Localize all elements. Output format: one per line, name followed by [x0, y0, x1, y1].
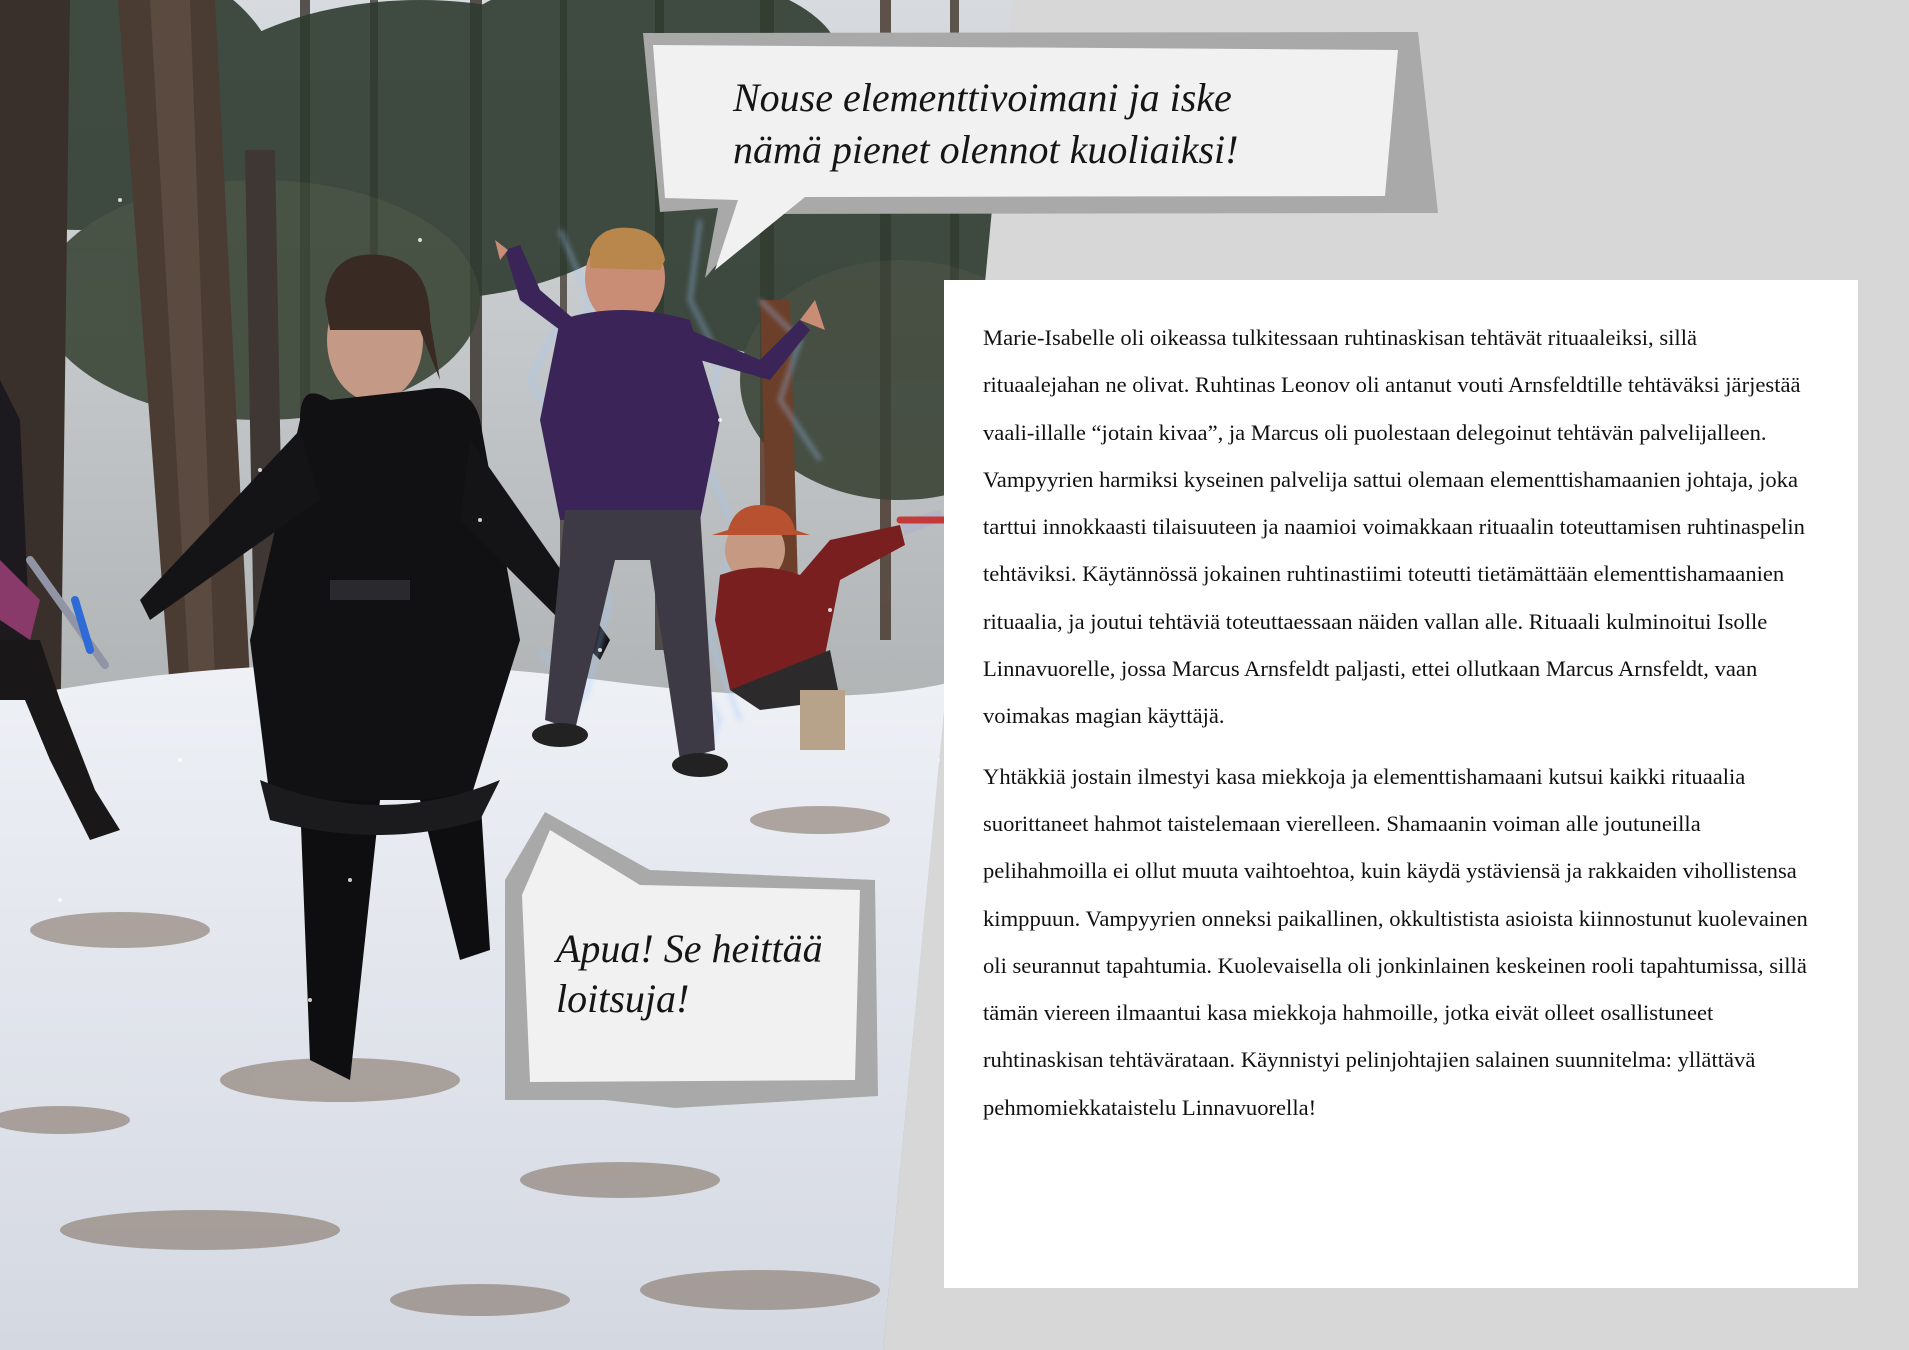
- story-paragraph-2: Yhtäkkiä jostain ilmestyi kasa miekkoja ja elementtishamaani kutsui kaikki rituaalia suorittaneet hahmot taistelemaan vierelleen. Shamaanin voiman alle joutuneilla pelihahmoilla ei ollut muuta vaihtoehtoa, kuin käydä ystäviensä ja rakkaiden vihollistensa kimppuun. Vampyyrien onneksi paikallinen, okkultistista asioista kiinnostunut kuolevainen oli seurannut tapahtumia. Kuolevaisella oli jonkinlainen keskeinen rooli tapahtumissa, sillä tämän viereen ilmaantui kasa miekkoja hahmoille, jotka eivät olleet osallistuneet ruhtinaskisan tehtävärataan. Käynnistyi pelinjohtajien salainen suunnitelma: yllättävä pehmomiekkataistelu Linnavuorella!: [983, 763, 1808, 1120]
- story-paragraph-1: Marie-Isabelle oli oikeassa tulkitessaan ruhtinaskisan tehtävät rituaaleiksi, sillä rituaalejahan ne olivat. Ruhtinas Leonov oli antanut vouti Arnsfeldtille tehtäväksi järjestää vaali-illalle “jotain kivaa”, ja Marcus oli puolestaan delegoinut tehtävän palvelijalleen. Vampyyrien harmiksi kyseinen palvelija sattui olemaan elementtishamaanien johtaja, joka tarttui innokkaasti tilaisuuteen ja naamioi voimakkaan rituaalin toteuttamisen ruhtinaspelin tehtäviksi. Käytännössä jokainen ruhtinastiimi toteutti tietämättään elementtishamaanien rituaalia, ja joutui tehtäviä toteuttaessaan näiden vallan alle. Rituaali kulminoitui Isolle Linnavuorelle, jossa Marcus Arnsfeldt paljasti, ettei ollutkaan Marcus Arnsfeldt, vaan voimakas magian käyttäjä.: [983, 325, 1805, 729]
- speech-bubble-bottom-line-2: loitsuja!: [556, 976, 690, 1021]
- speech-bubble-top-line-2: nämä pienet olennot kuoliaiksi!: [733, 127, 1239, 172]
- story-text-card: [944, 280, 1858, 1288]
- speech-bubble-bottom-line-1: Apua! Se heittää: [556, 926, 823, 971]
- speech-bubble-top-line-1: Nouse elementtivoimani ja iske: [733, 75, 1232, 120]
- speech-bubble-top-text: [733, 72, 1333, 176]
- speech-bubble-bottom-text: [556, 924, 856, 1024]
